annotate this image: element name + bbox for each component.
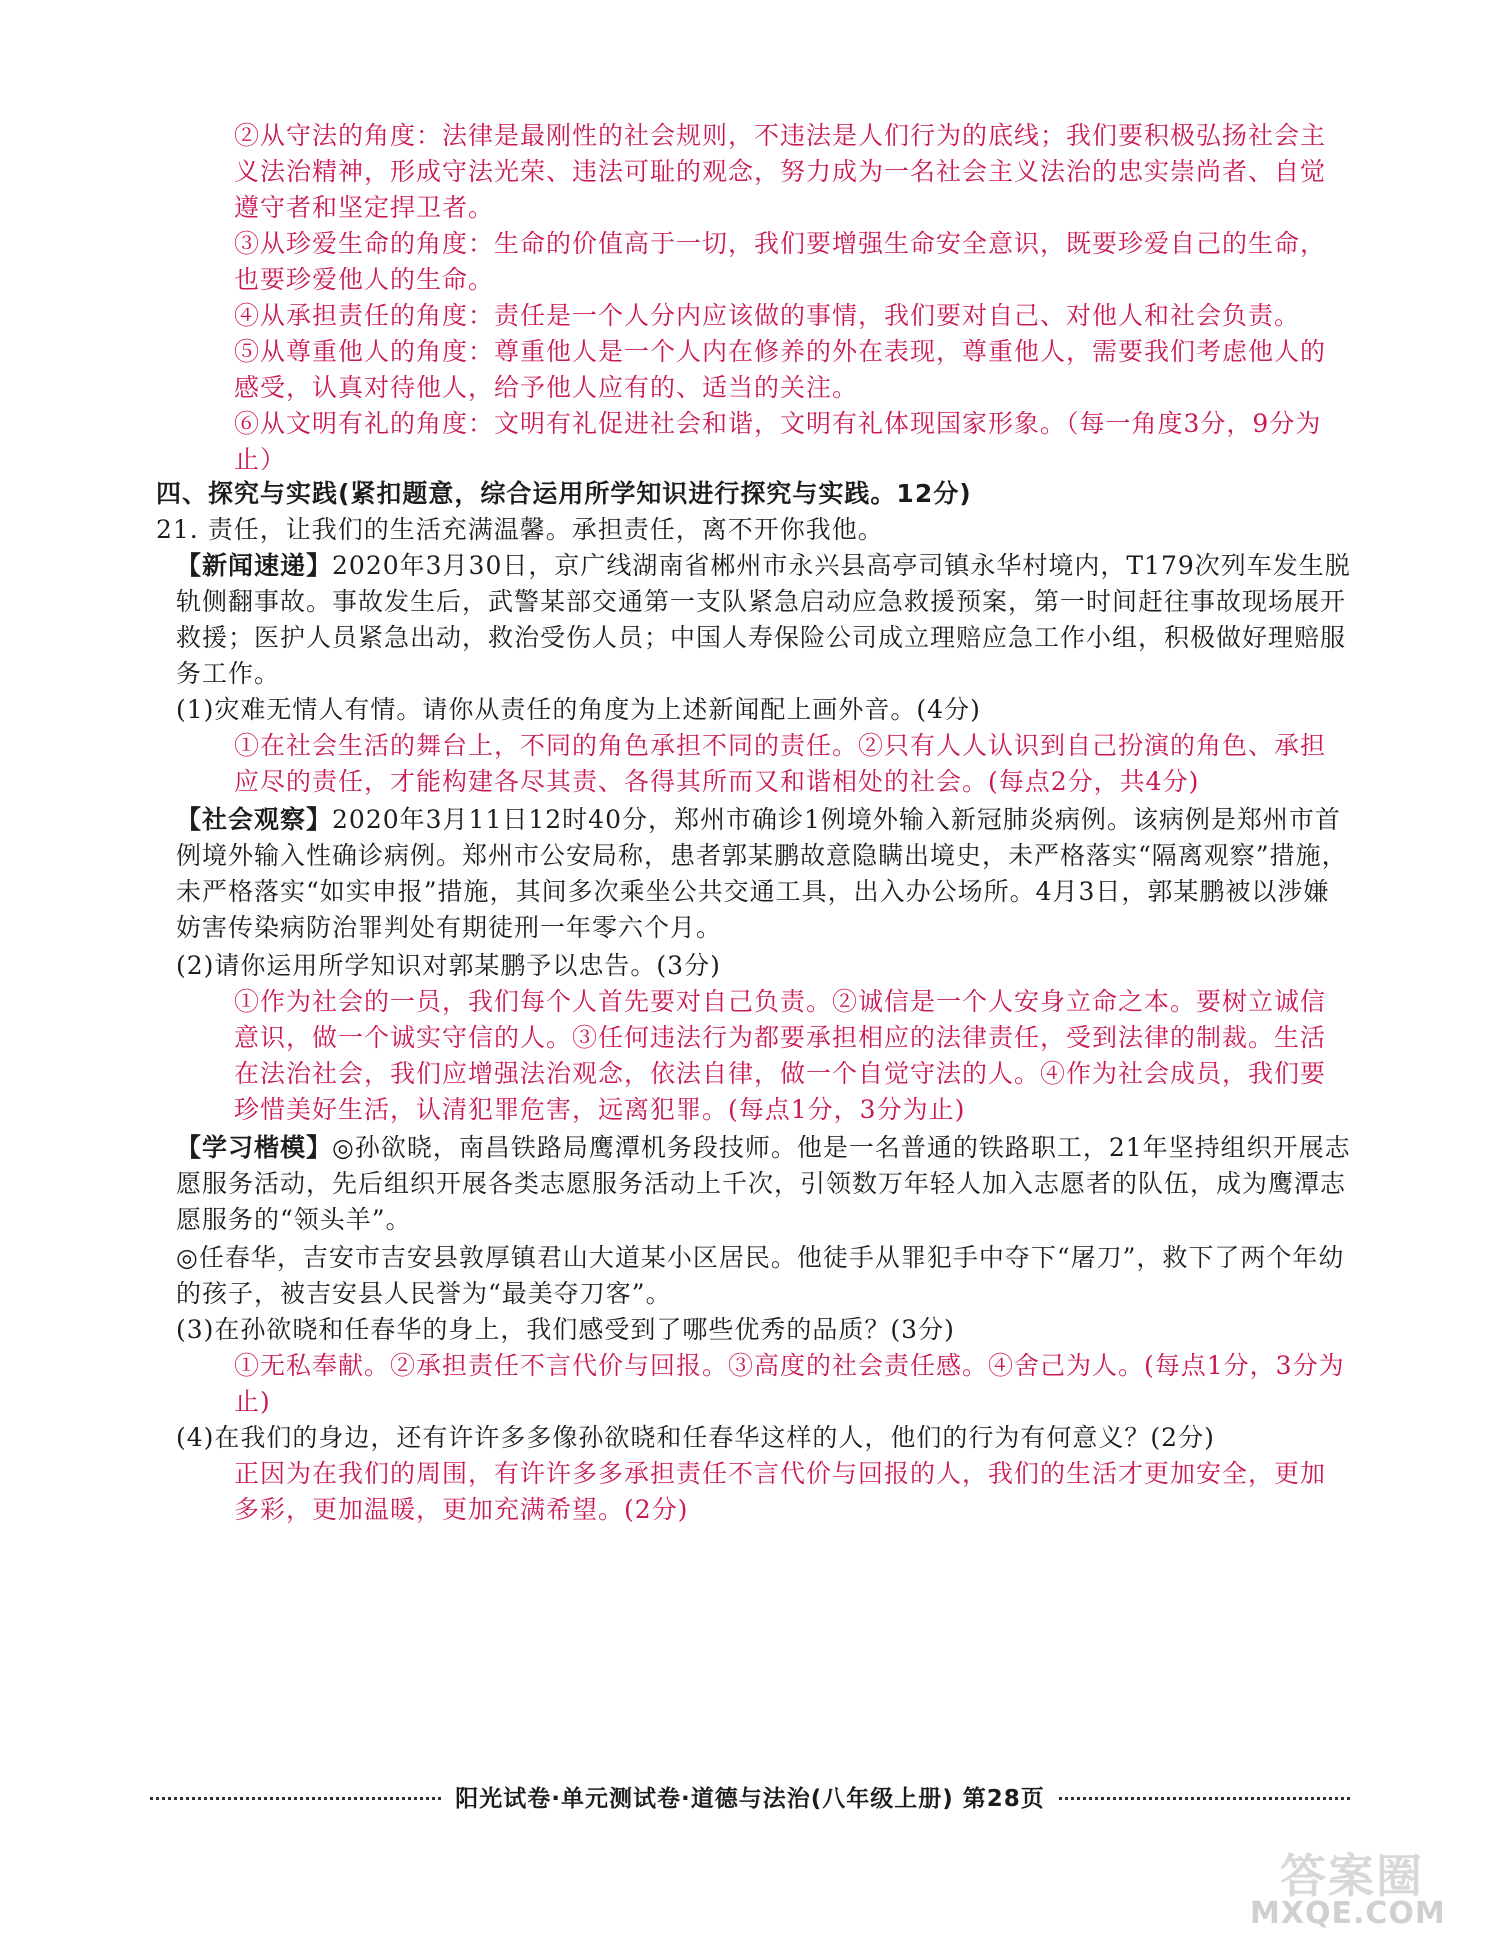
answer-item-3: ③从珍爱生命的角度：生命的价值高于一切，我们要增强生命安全意识，既要珍爱自己的生命，也要珍爱他人的生命。 bbox=[234, 229, 1327, 294]
sub-question-1: (1)灾难无情人有情。请你从责任的角度为上述新闻配上画外音。(4分) bbox=[176, 695, 981, 724]
news-text: 2020年3月30日，京广线湖南省郴州市永兴县高亭司镇永华村境内，T179次列车发生脱轨侧翻事故。事故发生后，武警某部交通第一支队紧急启动应急救援预案，第一时间赶往事故现场展开救援；医护人员紧急出动，救治受伤人员；中国人寿保险公司成立理赔应急工作小组，积极做好理赔服务工作。 bbox=[176, 551, 1351, 688]
page-footer bbox=[150, 1776, 1350, 1816]
news-block bbox=[176, 548, 1351, 692]
sub-question-4: (4)在我们的身边，还有许许多多像孙欲晓和任春华这样的人，他们的行为有何意义？(2分) bbox=[176, 1423, 1215, 1452]
watermark bbox=[1250, 1840, 1480, 1940]
sub-answer-2: ①作为社会的一员，我们每个人首先要对自己负责。②诚信是一个人安身立命之本。要树立诚信意识，做一个诚实守信的人。③任何违法行为都要承担相应的法律责任，受到法律的制裁。生活在法治社会，我们应增强法治观念，依法自律，做一个自觉守法的人。④作为社会成员，我们要珍惜美好生活，认清犯罪危害，远离犯罪。(每点1分，3分为止) bbox=[234, 987, 1327, 1124]
model-block-1 bbox=[176, 1130, 1351, 1238]
model-text-1: ◎孙欲晓，南昌铁路局鹰潭机务段技师。他是一名普通的铁路职工，21年坚持组织开展志愿服务活动，先后组织开展各类志愿服务活动上千次，引领数万年轻人加入志愿者的队伍，成为鹰潭志愿服务的“领头羊”。 bbox=[176, 1133, 1351, 1234]
observe-tag: 【社会观察】 bbox=[176, 805, 333, 834]
observe-block bbox=[176, 802, 1351, 946]
model-tag: 【学习楷模】 bbox=[176, 1133, 333, 1162]
answer-item-2: ②从守法的角度：法律是最刚性的社会规则，不违法是人们行为的底线；我们要积极弘扬社会主义法治精神，形成守法光荣、违法可耻的观念，努力成为一名社会主义法治的忠实崇尚者、自觉遵守者和坚定捍卫者。 bbox=[234, 121, 1327, 222]
model-block-2: ◎任春华，吉安市吉安县敦厚镇君山大道某小区居民。他徒手从罪犯手中夺下“屠刀”，救下了两个年幼的孩子，被吉安县人民誉为“最美夺刀客”。 bbox=[176, 1243, 1345, 1308]
footer-dots-right bbox=[1059, 1797, 1350, 1800]
watermark-url: MXQE.COM bbox=[1250, 1896, 1446, 1931]
news-tag: 【新闻速递】 bbox=[176, 551, 333, 580]
observe-text: 2020年3月11日12时40分，郑州市确诊1例境外输入新冠肺炎病例。该病例是郑州市首例境外输入性确诊病例。郑州市公安局称，患者郭某鹏故意隐瞒出境史，未严格落实“隔离观察”措施，未严格落实“如实申报”措施，其间多次乘坐公共交通工具，出入办公场所。4月3日，郭某鹏被以涉嫌妨害传染病防治罪判处有期徒刑一年零六个月。 bbox=[176, 805, 1348, 942]
section-4-title: 四、探究与实践(紧扣题意，综合运用所学知识进行探究与实践。12分) bbox=[156, 479, 972, 508]
sub-answer-1: ①在社会生活的舞台上，不同的角色承担不同的责任。②只有人人认识到自己扮演的角色、承担应尽的责任，才能构建各尽其责、各得其所而又和谐相处的社会。(每点2分，共4分) bbox=[234, 731, 1327, 796]
watermark-logo: 答案圈 bbox=[1280, 1849, 1424, 1903]
answer-item-4: ④从承担责任的角度：责任是一个人分内应该做的事情，我们要对自己、对他人和社会负责。 bbox=[234, 301, 1301, 330]
answer-item-6: ⑥从文明有礼的角度：文明有礼促进社会和谐，文明有礼体现国家形象。（每一角度3分，9分为止） bbox=[234, 409, 1322, 474]
answer-item-5: ⑤从尊重他人的角度：尊重他人是一个人内在修养的外在表现，尊重他人，需要我们考虑他人的感受，认真对待他人，给予他人应有的、适当的关注。 bbox=[234, 337, 1327, 402]
question-21-stem: 21. 责任，让我们的生活充满温馨。承担责任，离不开你我他。 bbox=[156, 515, 884, 544]
footer-dots-left bbox=[150, 1797, 441, 1800]
sub-question-2: (2)请你运用所学知识对郭某鹏予以忠告。(3分) bbox=[176, 951, 721, 980]
sub-question-3: (3)在孙欲晓和任春华的身上，我们感受到了哪些优秀的品质？(3分) bbox=[176, 1315, 955, 1344]
sub-answer-4: 正因为在我们的周围，有许许多多承担责任不言代价与回报的人，我们的生活才更加安全，更加多彩，更加温暖，更加充满希望。(2分) bbox=[234, 1459, 1327, 1524]
sub-answer-3: ①无私奉献。②承担责任不言代价与回报。③高度的社会责任感。④舍己为人。(每点1分，3分为止) bbox=[234, 1351, 1345, 1416]
footer-text: 阳光试卷·单元测试卷·道德与法治(八年级上册) 第28页 bbox=[455, 1785, 1045, 1812]
